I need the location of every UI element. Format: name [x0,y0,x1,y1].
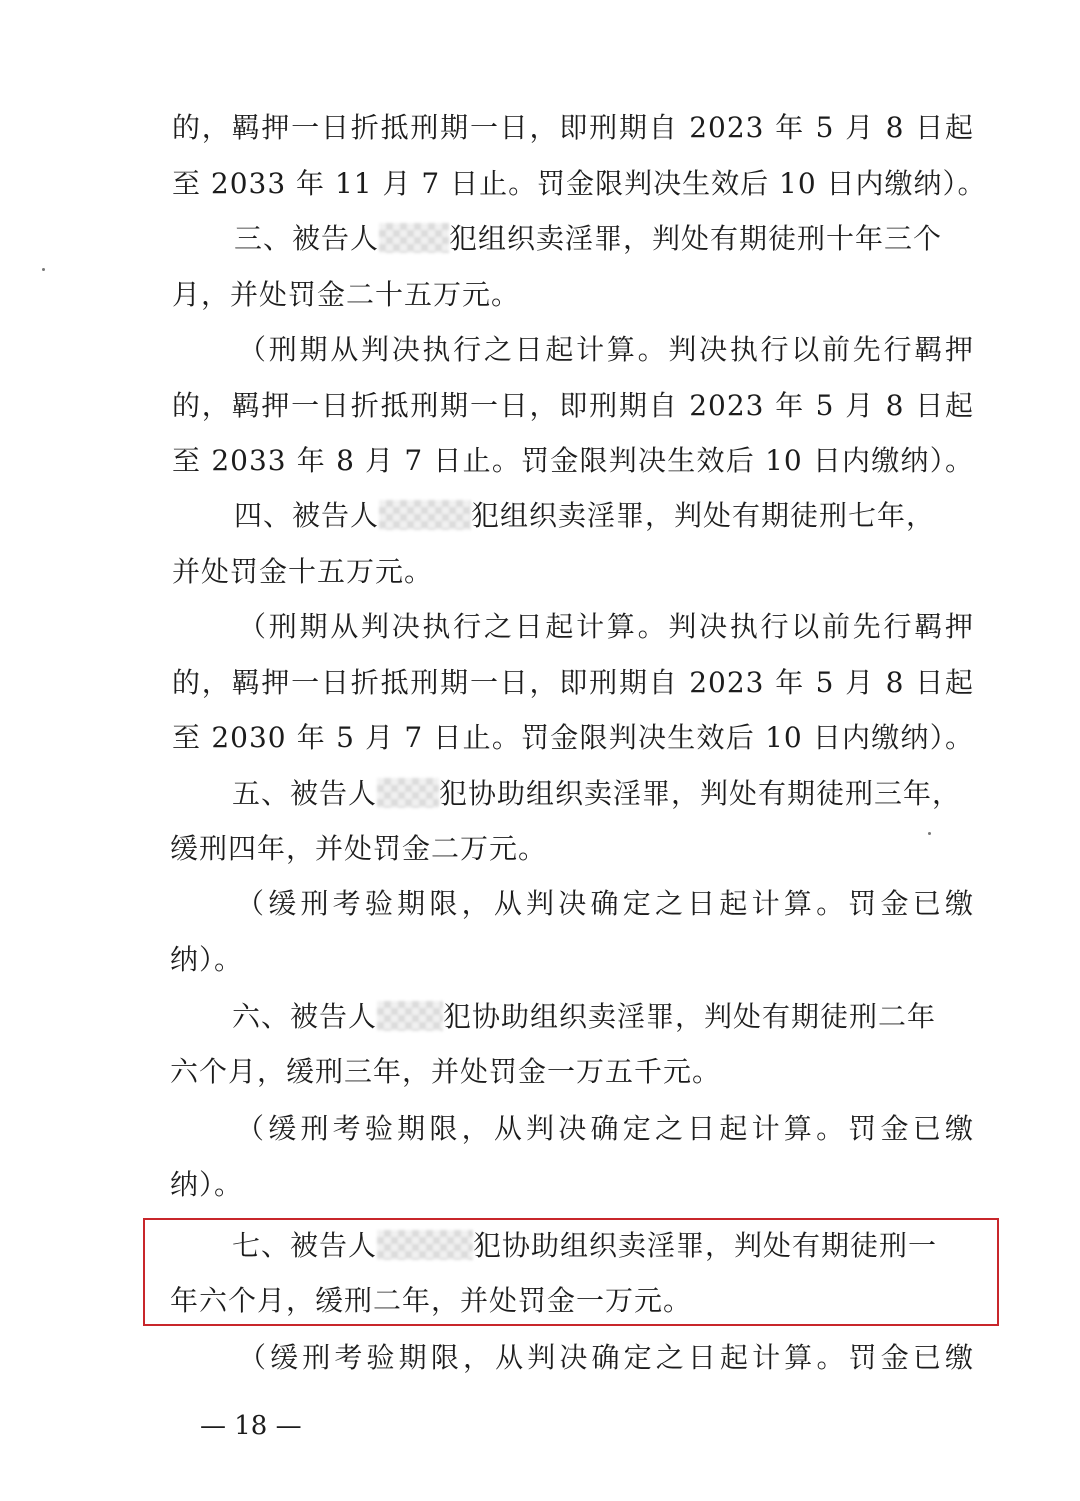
text-segment: 五、被告人 [232,777,378,810]
text-segment: 六、被告人 [232,1000,378,1033]
text-line: 纳）。 [170,943,244,976]
text-line: （缓刑考验期限，从判决确定之日起计算。罚金已缴 [238,1341,974,1374]
text-segment: 犯协助组织卖淫罪，判处有期徒刑一 [473,1229,938,1262]
text-line: （缓刑考验期限，从判决确定之日起计算。罚金已缴 [236,1112,974,1145]
text-line: 月，并处罚金二十五万元。 [172,278,521,311]
text-line: （刑期从判决执行之日起计算。判决执行以前先行羁押 [238,333,974,366]
text-line: 至 2030 年 5 月 7 日止。罚金限判决生效后 10 日内缴纳）。 [172,721,974,754]
text-line: 六个月，缓刑三年，并处罚金一万五千元。 [170,1055,722,1088]
text-segment: 犯组织卖淫罪，判处有期徒刑十年三个 [449,222,943,255]
text-segment: 七、被告人 [232,1229,378,1262]
text-line: 的，羁押一日折抵刑期一日，即刑期自 2023 年 5 月 8 日起 [172,666,974,699]
redacted-name [377,1001,443,1031]
text-segment: 四、被告人 [234,499,380,532]
text-line: （缓刑考验期限，从判决确定之日起计算。罚金已缴 [236,887,974,920]
text-segment: 三、被告人 [234,222,380,255]
text-line: 至 2033 年 11 月 7 日止。罚金限判决生效后 10 日内缴纳）。 [172,167,987,200]
text-line: 并处罚金十五万元。 [172,555,434,588]
defendant-4-line [234,496,974,536]
redacted-name [377,778,439,808]
text-line: 年六个月，缓刑二年，并处罚金一万元。 [170,1284,693,1317]
text-line: 的，羁押一日折抵刑期一日，即刑期自 2023 年 5 月 8 日起 [172,111,974,144]
text-line: 至 2033 年 8 月 7 日止。罚金限判决生效后 10 日内缴纳）。 [172,444,974,477]
text-line: （刑期从判决执行之日起计算。判决执行以前先行羁押 [238,610,974,643]
defendant-3-line [234,219,974,259]
defendant-5-line [232,774,974,814]
text-segment: 犯协助组织卖淫罪，判处有期徒刑三年， [439,777,962,810]
defendant-6-line [232,997,974,1037]
redacted-name [379,500,471,530]
text-line: 纳）。 [170,1168,244,1201]
defendant-7-line [232,1226,974,1266]
redacted-name [379,223,449,253]
redacted-name [377,1230,473,1260]
text-line: 缓刑四年，并处罚金二万元。 [170,832,548,865]
scan-speck [42,268,45,271]
text-segment: 犯组织卖淫罪，判处有期徒刑七年， [471,499,936,532]
scan-speck [928,832,931,835]
page-number: — 18 — [200,1411,302,1441]
text-line: 的，羁押一日折抵刑期一日，即刑期自 2023 年 5 月 8 日起 [172,389,974,422]
text-segment: 犯协助组织卖淫罪，判处有期徒刑二年 [443,1000,937,1033]
